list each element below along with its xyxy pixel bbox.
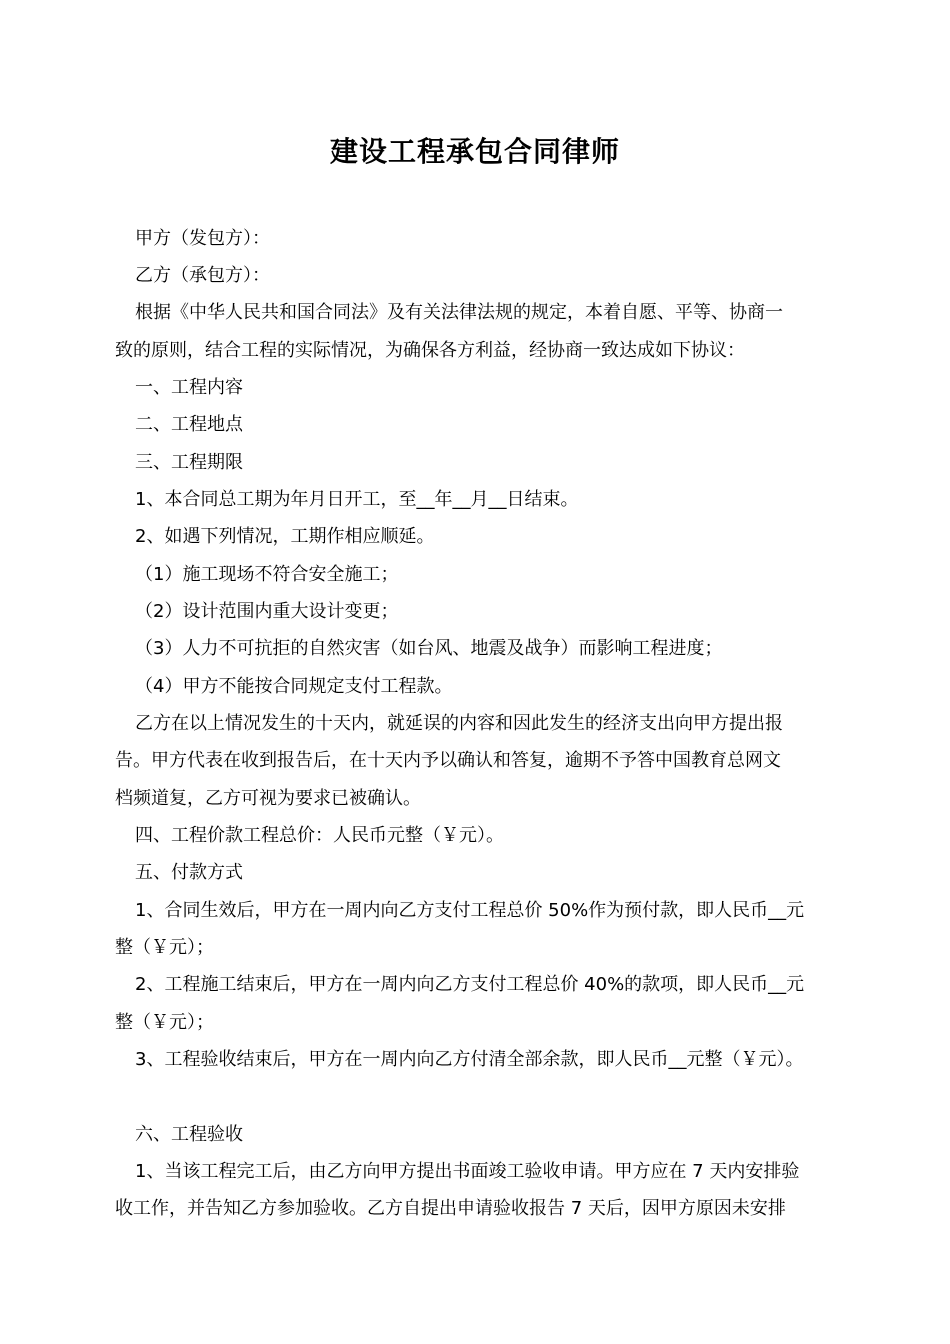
document-title: 建设工程承包合同律师	[329, 135, 620, 168]
section-2-heading: 二、工程地点	[135, 414, 243, 435]
clause-3-2: 2、如遇下列情况，工期作相应顺延。	[135, 526, 435, 547]
delay-report-line-3: 档频道复，乙方可视为要求已被确认。	[115, 788, 421, 809]
party-b-line: 乙方（承包方）：	[135, 265, 270, 286]
payment-2-line-1: 2、工程施工结束后，甲方在一周内向乙方支付工程总价 40%的款项，即人民币__元	[135, 974, 805, 995]
clause-3-1: 1、本合同总工期为年月日开工，至__年__月__日结束。	[135, 489, 579, 510]
preamble-line-1: 根据《中华人民共和国合同法》及有关法律法规的规定，本着自愿、平等、协商一	[135, 302, 783, 323]
clause-3-2-item-4: （4）甲方不能按合同规定支付工程款。	[135, 676, 453, 697]
party-a-line: 甲方（发包方）：	[135, 228, 270, 249]
preamble-line-2: 致的原则，结合工程的实际情况，为确保各方利益，经协商一致达成如下协议：	[115, 340, 745, 361]
payment-2-line-2: 整（￥元）；	[115, 1012, 214, 1033]
clause-3-2-item-1: （1）施工现场不符合安全施工；	[135, 564, 399, 585]
section-5-heading: 五、付款方式	[135, 862, 243, 883]
clause-3-2-item-3: （3）人力不可抗拒的自然灾害（如台风、地震及战争）而影响工程进度；	[135, 638, 723, 659]
acceptance-1-line-2: 收工作，并告知乙方参加验收。乙方自提出申请验收报告 7 天后，因甲方原因未安排	[115, 1198, 786, 1219]
section-3-heading: 三、工程期限	[135, 452, 243, 473]
section-6-heading: 六、工程验收	[135, 1124, 243, 1145]
payment-1-line-2: 整（￥元）；	[115, 937, 214, 958]
acceptance-1-line-1: 1、当该工程完工后，由乙方向甲方提出书面竣工验收申请。甲方应在 7 天内安排验	[135, 1161, 800, 1182]
section-1-heading: 一、工程内容	[135, 377, 243, 398]
section-4-heading: 四、工程价款工程总价：人民币元整（￥元）。	[135, 825, 504, 846]
delay-report-line-2: 告。甲方代表在收到报告后，在十天内予以确认和答复，逾期不予答中国教育总网文	[115, 750, 781, 771]
delay-report-line-1: 乙方在以上情况发生的十天内，就延误的内容和因此发生的经济支出向甲方提出报	[135, 713, 783, 734]
payment-1-line-1: 1、合同生效后，甲方在一周内向乙方支付工程总价 50%作为预付款，即人民币__元	[135, 900, 805, 921]
payment-3-line: 3、工程验收结束后，甲方在一周内向乙方付清全部余款，即人民币__元整（￥元）。	[135, 1049, 804, 1070]
clause-3-2-item-2: （2）设计范围内重大设计变更；	[135, 601, 399, 622]
